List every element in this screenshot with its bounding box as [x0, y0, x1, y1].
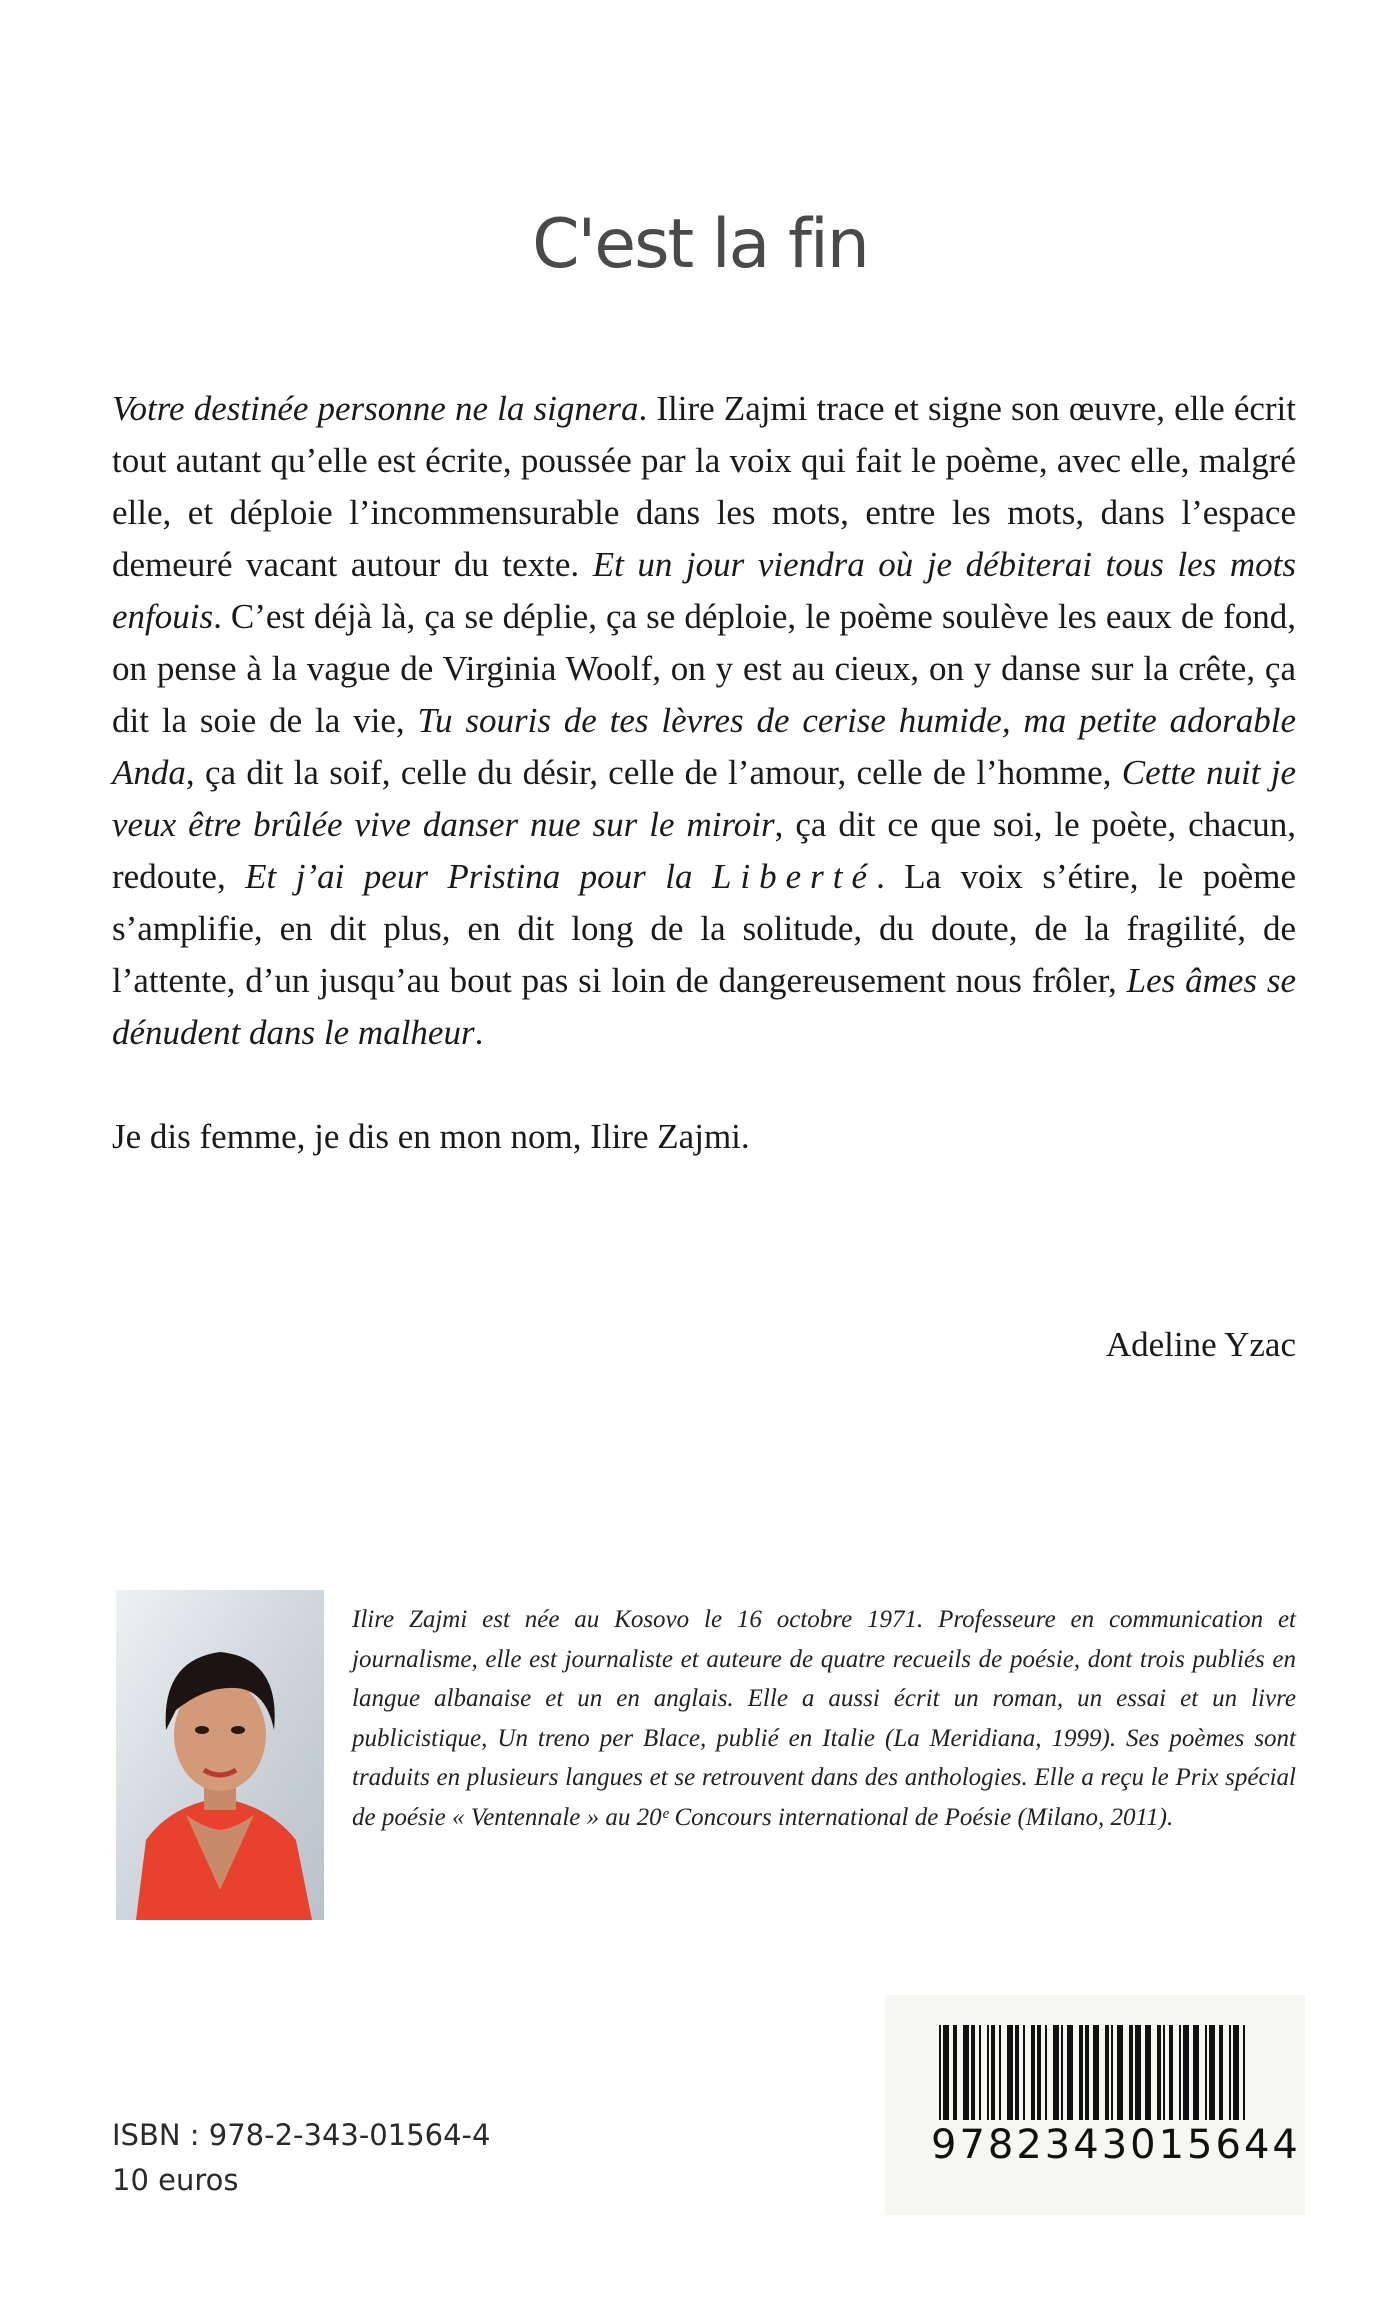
text-run: , ça dit ce que soi, le poète, chacun, redoute, [112, 805, 1296, 896]
isbn: ISBN : 978-2-343-01564-4 [112, 2118, 491, 2152]
text-run: Liberté [711, 857, 877, 896]
text-run: , ça dit la soif, celle du désir, celle de l’amour, celle de l’homme, [185, 753, 1122, 792]
text-run: Et un jour viendra où je débiterai tous les mots enfouis [112, 545, 1296, 636]
text-run: Tu souris de tes lèvres de cerise humide, ma petite adorable Anda [112, 701, 1297, 792]
price: 10 euros [112, 2163, 239, 2197]
text-run: Votre destinée personne ne la signera [112, 389, 639, 428]
text-run: . La voix s’étire, le poème s’amplifie, en dit plus, en dit long de la solitude, du doute, de la fragilité, de l’attente, d’un jusqu’au bout pas si loin de dangereusement nous frôler, [112, 857, 1297, 1000]
page-title: C'est la fin [532, 205, 868, 284]
author-bio: Ilire Zajmi est née au Kosovo le 16 octobre 1971. Professeure en communication et journalisme, elle est journaliste et auteure de quatre recueils de poésie, dont trois publiés en langue albanaise et un en anglais. Elle a aussi écrit un roman, un essai et un livre publicistique, Un treno per Blace, publié en Italie (La Meridiana, 1999). Ses poèmes sont traduits en plusieurs langues et se retrouvent dans des anthologies. Elle a reçu le Prix spécial de poésie « Ventennale » au 20ᵉ Concours international de Poésie (Milano, 2011). [352, 1606, 1296, 1831]
closing-line: Je dis femme, je dis en mon nom, Ilire Zajmi. [112, 1117, 750, 1156]
text-run: Les âmes se dénudent dans le malheur [112, 961, 1296, 1052]
paragraph-spacer [112, 1059, 1296, 1111]
signature: Adeline Yzac [1105, 1325, 1296, 1364]
author-photo [116, 1590, 324, 1920]
text-run: . [474, 1013, 484, 1052]
barcode [885, 1995, 1305, 2215]
back-cover-text [112, 383, 1296, 1163]
text-run: . C’est déjà là, ça se déplie, ça se déploie, le poème soulève les eaux de fond, on pense à la vague de Virginia Woolf, on y est au cieux, on y danse sur la crête, ça dit la soie de la vie, [112, 597, 1296, 740]
text-run: Cette nuit je veux être brûlée vive danser nue sur le miroir [112, 753, 1296, 844]
text-run: . Ilire Zajmi trace et signe son œuvre, elle écrit tout autant qu’elle est écrite, poussée par la voix qui fait le poème, avec elle, malgré elle, et déploie l’incommensurable dans les mots, entre les mots, dans l’espace demeuré vacant autour du texte. [112, 389, 1296, 584]
blurb-paragraph [112, 383, 1296, 1059]
author-portrait [116, 1590, 324, 1920]
text-run: Et j’ai peur Pristina pour la [245, 857, 712, 896]
barcode-number: 9782343015644 [931, 2122, 1301, 2168]
